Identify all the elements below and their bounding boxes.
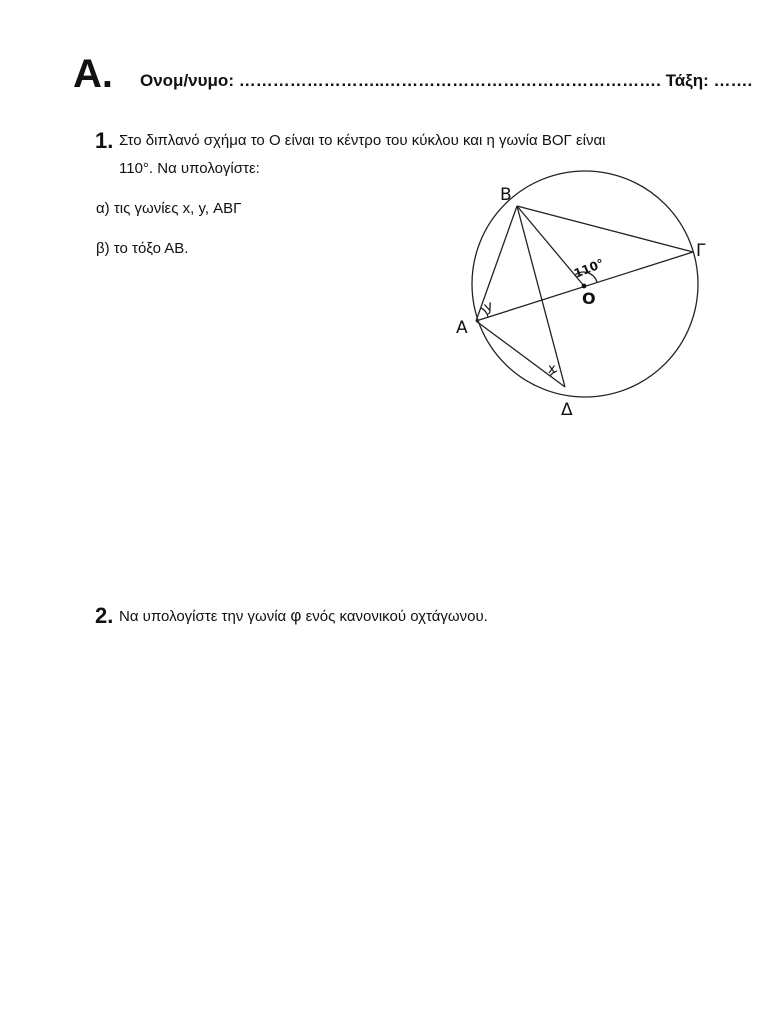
name-label: Ονομ/νυμο: ……………………..…………………………………………. [140,71,661,90]
question-2-text-before: Να υπολογίστε την γωνία [119,608,291,625]
question-1-number: 1. [95,128,114,153]
label-x: x [548,362,556,377]
label-O: Ο [582,289,596,308]
question-1-part-a: α) τις γωνίες x, y, ΑΒΓ [96,200,242,217]
center-point [582,284,587,289]
question-2-text-after: ενός κανονικού οχτάγωνου. [301,608,488,625]
chord-BG [517,206,693,252]
circle-figure [440,170,720,430]
label-D: Δ [561,400,573,420]
question-2-number: 2. [95,603,114,628]
label-G: Γ [696,241,706,261]
section-letter: Α. [73,52,113,96]
class-label: Τάξη: ……. [665,71,753,90]
segment-BD [517,206,565,387]
question-2-text [119,606,488,627]
label-y: y [481,297,496,316]
question-1-text-line1: Στο διπλανό σχήμα το Ο είναι το κέντρο του κύκλου και η γωνία ΒΟΓ είναι [119,132,606,149]
label-B: Β [500,185,512,205]
label-A: Α [456,318,468,338]
question-1-text-line2: 110°. Να υπολογίστε: [119,160,260,177]
question-1-part-b: β) το τόξο ΑΒ. [96,240,189,257]
header-line [140,70,752,92]
label-110: 110° [571,256,606,281]
phi-symbol: φ [290,606,302,625]
